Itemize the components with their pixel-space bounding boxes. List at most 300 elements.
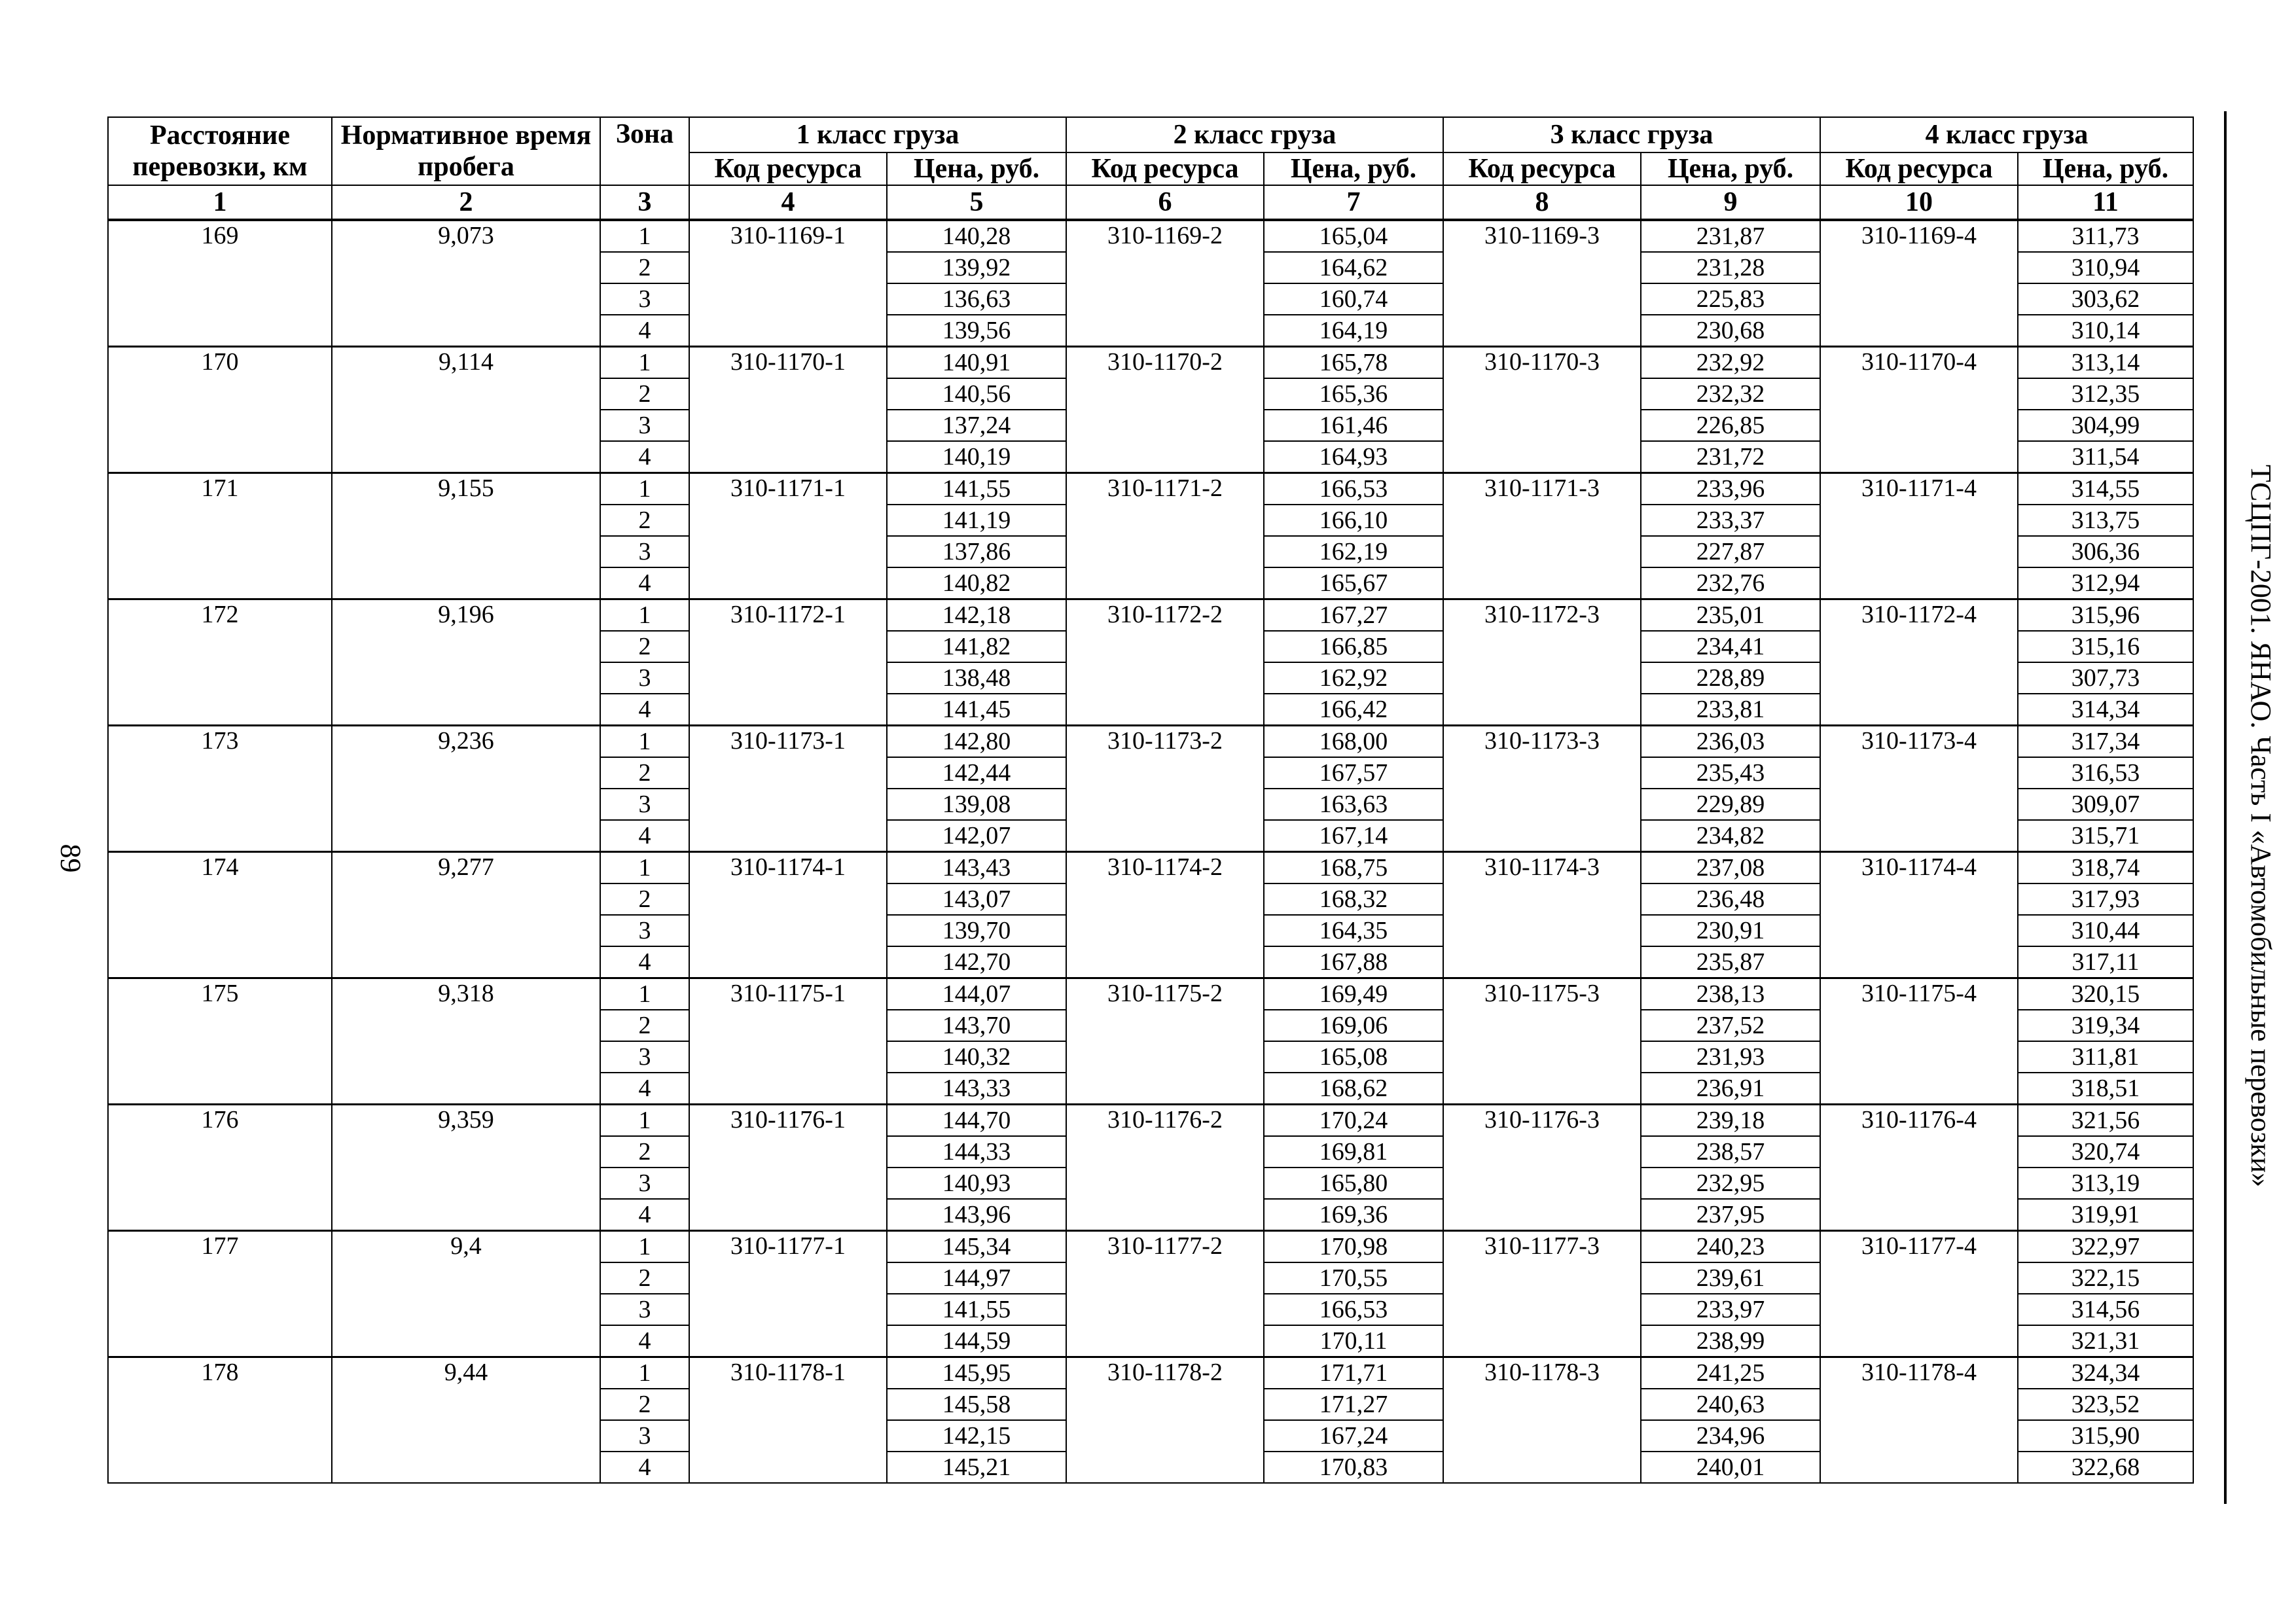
price-cell: 137,86 (887, 536, 1066, 567)
price-cell: 141,55 (887, 473, 1066, 505)
price-cell: 139,08 (887, 789, 1066, 820)
resource-code-cell: 310-1171-4 (1820, 473, 2018, 599)
price-cell: 140,82 (887, 567, 1066, 599)
zone-cell: 2 (600, 1389, 689, 1420)
price-cell: 169,36 (1264, 1199, 1443, 1231)
resource-code-cell: 310-1175-3 (1443, 978, 1641, 1105)
price-cell: 167,27 (1264, 599, 1443, 632)
price-cell: 168,62 (1264, 1073, 1443, 1105)
zone-cell: 2 (600, 631, 689, 662)
price-cell: 170,83 (1264, 1452, 1443, 1483)
price-cell: 142,18 (887, 599, 1066, 632)
table-row (108, 1357, 2193, 1389)
price-cell: 312,35 (2018, 378, 2193, 410)
price-cell: 171,71 (1264, 1357, 1443, 1389)
table-row (108, 599, 2193, 632)
distance-cell: 169 (108, 220, 332, 347)
resource-code-cell: 310-1170-1 (689, 347, 887, 473)
price-cell: 319,91 (2018, 1199, 2193, 1231)
norm-time-cell: 9,277 (332, 852, 600, 978)
price-cell: 143,43 (887, 852, 1066, 884)
price-cell: 315,16 (2018, 631, 2193, 662)
price-cell: 317,34 (2018, 726, 2193, 758)
resource-code-cell: 310-1171-3 (1443, 473, 1641, 599)
price-cell: 142,07 (887, 820, 1066, 852)
price-cell: 238,13 (1641, 978, 1820, 1010)
price-cell: 167,88 (1264, 946, 1443, 978)
resource-code-cell: 310-1175-1 (689, 978, 887, 1105)
price-cell: 141,82 (887, 631, 1066, 662)
table-row (108, 347, 2193, 379)
price-cell: 140,19 (887, 441, 1066, 473)
zone-cell: 2 (600, 883, 689, 915)
price-cell: 323,52 (2018, 1389, 2193, 1420)
norm-time-cell: 9,359 (332, 1105, 600, 1231)
price-cell: 166,10 (1264, 505, 1443, 536)
price-cell: 162,92 (1264, 662, 1443, 694)
price-cell: 240,23 (1641, 1231, 1820, 1263)
price-cell: 140,28 (887, 220, 1066, 252)
header-code-class-1: Код ресурса (689, 152, 887, 185)
column-number: 5 (887, 185, 1066, 220)
zone-cell: 1 (600, 220, 689, 252)
header-code-class-2: Код ресурса (1066, 152, 1264, 185)
zone-cell: 1 (600, 473, 689, 505)
price-cell: 234,41 (1641, 631, 1820, 662)
resource-code-cell: 310-1178-4 (1820, 1357, 2018, 1484)
resource-code-cell: 310-1171-2 (1066, 473, 1264, 599)
resource-code-cell: 310-1176-3 (1443, 1105, 1641, 1231)
column-number: 4 (689, 185, 887, 220)
header-price-class-1: Цена, руб. (887, 152, 1066, 185)
column-number: 8 (1443, 185, 1641, 220)
zone-cell: 3 (600, 1168, 689, 1199)
price-cell: 233,96 (1641, 473, 1820, 505)
price-cell: 304,99 (2018, 410, 2193, 441)
norm-time-cell: 9,4 (332, 1231, 600, 1357)
zone-cell: 1 (600, 852, 689, 884)
resource-code-cell: 310-1170-2 (1066, 347, 1264, 473)
resource-code-cell: 310-1175-4 (1820, 978, 2018, 1105)
price-cell: 233,37 (1641, 505, 1820, 536)
price-cell: 316,53 (2018, 757, 2193, 789)
price-cell: 317,93 (2018, 883, 2193, 915)
price-cell: 240,01 (1641, 1452, 1820, 1483)
resource-code-cell: 310-1178-3 (1443, 1357, 1641, 1484)
zone-cell: 2 (600, 1262, 689, 1294)
resource-code-cell: 310-1173-4 (1820, 726, 2018, 852)
distance-cell: 170 (108, 347, 332, 473)
price-cell: 232,95 (1641, 1168, 1820, 1199)
zone-cell: 4 (600, 1199, 689, 1231)
resource-code-cell: 310-1176-2 (1066, 1105, 1264, 1231)
price-cell: 142,80 (887, 726, 1066, 758)
price-cell: 311,81 (2018, 1041, 2193, 1073)
zone-cell: 4 (600, 1452, 689, 1483)
zone-cell: 2 (600, 1010, 689, 1041)
header-class-4: 4 класс груза (1820, 117, 2193, 152)
norm-time-cell: 9,155 (332, 473, 600, 599)
page-number: 89 (54, 844, 87, 873)
zone-cell: 2 (600, 1136, 689, 1168)
price-cell: 226,85 (1641, 410, 1820, 441)
price-cell: 139,70 (887, 915, 1066, 946)
zone-cell: 3 (600, 915, 689, 946)
price-cell: 140,32 (887, 1041, 1066, 1073)
resource-code-cell: 310-1175-2 (1066, 978, 1264, 1105)
price-cell: 144,97 (887, 1262, 1066, 1294)
header-price-class-4: Цена, руб. (2018, 152, 2193, 185)
price-cell: 231,72 (1641, 441, 1820, 473)
price-cell: 321,31 (2018, 1325, 2193, 1357)
price-cell: 238,99 (1641, 1325, 1820, 1357)
price-cell: 164,19 (1264, 315, 1443, 347)
header-zone: Зона (600, 117, 689, 185)
price-cell: 313,14 (2018, 347, 2193, 379)
price-cell: 234,96 (1641, 1420, 1820, 1452)
price-cell: 165,67 (1264, 567, 1443, 599)
price-cell: 237,52 (1641, 1010, 1820, 1041)
column-number: 2 (332, 185, 600, 220)
price-cell: 311,54 (2018, 441, 2193, 473)
norm-time-cell: 9,114 (332, 347, 600, 473)
price-cell: 310,14 (2018, 315, 2193, 347)
price-cell: 144,70 (887, 1105, 1066, 1137)
price-cell: 235,43 (1641, 757, 1820, 789)
table-row (108, 852, 2193, 884)
price-cell: 166,85 (1264, 631, 1443, 662)
resource-code-cell: 310-1169-2 (1066, 220, 1264, 347)
price-cell: 167,24 (1264, 1420, 1443, 1452)
resource-code-cell: 310-1172-1 (689, 599, 887, 726)
distance-cell: 176 (108, 1105, 332, 1231)
price-cell: 238,57 (1641, 1136, 1820, 1168)
price-cell: 233,97 (1641, 1294, 1820, 1325)
resource-code-cell: 310-1171-1 (689, 473, 887, 599)
price-cell: 141,55 (887, 1294, 1066, 1325)
price-cell: 144,59 (887, 1325, 1066, 1357)
price-cell: 324,34 (2018, 1357, 2193, 1389)
price-cell: 239,18 (1641, 1105, 1820, 1137)
price-cell: 306,36 (2018, 536, 2193, 567)
price-cell: 170,11 (1264, 1325, 1443, 1357)
price-cell: 167,57 (1264, 757, 1443, 789)
zone-cell: 1 (600, 599, 689, 632)
distance-cell: 174 (108, 852, 332, 978)
price-cell: 170,98 (1264, 1231, 1443, 1263)
table-row (108, 473, 2193, 505)
price-cell: 319,34 (2018, 1010, 2193, 1041)
price-cell: 235,01 (1641, 599, 1820, 632)
price-cell: 314,55 (2018, 473, 2193, 505)
resource-code-cell: 310-1172-3 (1443, 599, 1641, 726)
column-number: 7 (1264, 185, 1443, 220)
price-cell: 236,91 (1641, 1073, 1820, 1105)
price-cell: 314,56 (2018, 1294, 2193, 1325)
resource-code-cell: 310-1178-1 (689, 1357, 887, 1484)
price-cell: 307,73 (2018, 662, 2193, 694)
zone-cell: 3 (600, 536, 689, 567)
resource-code-cell: 310-1173-3 (1443, 726, 1641, 852)
price-cell: 164,35 (1264, 915, 1443, 946)
price-cell: 143,70 (887, 1010, 1066, 1041)
price-cell: 140,56 (887, 378, 1066, 410)
price-cell: 232,92 (1641, 347, 1820, 379)
zone-cell: 4 (600, 441, 689, 473)
price-cell: 322,68 (2018, 1452, 2193, 1483)
norm-time-cell: 9,073 (332, 220, 600, 347)
price-cell: 321,56 (2018, 1105, 2193, 1137)
price-cell: 165,08 (1264, 1041, 1443, 1073)
resource-code-cell: 310-1173-1 (689, 726, 887, 852)
price-cell: 163,63 (1264, 789, 1443, 820)
price-cell: 168,32 (1264, 883, 1443, 915)
price-cell: 145,58 (887, 1389, 1066, 1420)
price-cell: 164,93 (1264, 441, 1443, 473)
price-cell: 165,78 (1264, 347, 1443, 379)
price-cell: 313,19 (2018, 1168, 2193, 1199)
price-cell: 239,61 (1641, 1262, 1820, 1294)
price-cell: 170,55 (1264, 1262, 1443, 1294)
zone-cell: 3 (600, 283, 689, 315)
zone-cell: 1 (600, 726, 689, 758)
zone-cell: 1 (600, 1357, 689, 1389)
price-cell: 237,95 (1641, 1199, 1820, 1231)
header-class-1: 1 класс груза (689, 117, 1066, 152)
header-norm-time: Нормативное время пробега (332, 117, 600, 185)
zone-cell: 3 (600, 1041, 689, 1073)
price-cell: 320,15 (2018, 978, 2193, 1010)
price-cell: 139,92 (887, 252, 1066, 283)
zone-cell: 2 (600, 757, 689, 789)
resource-code-cell: 310-1174-4 (1820, 852, 2018, 978)
norm-time-cell: 9,236 (332, 726, 600, 852)
resource-code-cell: 310-1178-2 (1066, 1357, 1264, 1484)
price-cell: 231,87 (1641, 220, 1820, 252)
price-cell: 165,80 (1264, 1168, 1443, 1199)
price-cell: 234,82 (1641, 820, 1820, 852)
zone-cell: 3 (600, 789, 689, 820)
price-cell: 165,04 (1264, 220, 1443, 252)
price-table (107, 116, 2194, 1484)
price-cell: 322,97 (2018, 1231, 2193, 1263)
price-cell: 229,89 (1641, 789, 1820, 820)
price-cell: 169,49 (1264, 978, 1443, 1010)
zone-cell: 4 (600, 1073, 689, 1105)
zone-cell: 3 (600, 410, 689, 441)
price-cell: 312,94 (2018, 567, 2193, 599)
price-cell: 236,48 (1641, 883, 1820, 915)
price-cell: 227,87 (1641, 536, 1820, 567)
resource-code-cell: 310-1170-3 (1443, 347, 1641, 473)
price-cell: 165,36 (1264, 378, 1443, 410)
price-cell: 142,15 (887, 1420, 1066, 1452)
column-number: 3 (600, 185, 689, 220)
price-cell: 164,62 (1264, 252, 1443, 283)
price-cell: 141,19 (887, 505, 1066, 536)
distance-cell: 178 (108, 1357, 332, 1484)
price-cell: 318,51 (2018, 1073, 2193, 1105)
price-cell: 322,15 (2018, 1262, 2193, 1294)
zone-cell: 4 (600, 946, 689, 978)
resource-code-cell: 310-1176-1 (689, 1105, 887, 1231)
price-cell: 143,07 (887, 883, 1066, 915)
column-number: 9 (1641, 185, 1820, 220)
side-rule (2224, 111, 2227, 1504)
column-number: 11 (2018, 185, 2193, 220)
price-cell: 170,24 (1264, 1105, 1443, 1137)
zone-cell: 4 (600, 315, 689, 347)
price-cell: 236,03 (1641, 726, 1820, 758)
resource-code-cell: 310-1177-2 (1066, 1231, 1264, 1357)
price-cell: 144,33 (887, 1136, 1066, 1168)
price-cell: 161,46 (1264, 410, 1443, 441)
norm-time-cell: 9,44 (332, 1357, 600, 1484)
price-cell: 143,96 (887, 1199, 1066, 1231)
resource-code-cell: 310-1176-4 (1820, 1105, 2018, 1231)
price-cell: 160,74 (1264, 283, 1443, 315)
header-code-class-3: Код ресурса (1443, 152, 1641, 185)
column-number: 1 (108, 185, 332, 220)
resource-code-cell: 310-1174-3 (1443, 852, 1641, 978)
zone-cell: 4 (600, 820, 689, 852)
price-cell: 231,93 (1641, 1041, 1820, 1073)
zone-cell: 1 (600, 347, 689, 379)
resource-code-cell: 310-1177-3 (1443, 1231, 1641, 1357)
resource-code-cell: 310-1177-1 (689, 1231, 887, 1357)
price-cell: 310,94 (2018, 252, 2193, 283)
zone-cell: 1 (600, 978, 689, 1010)
price-cell: 241,25 (1641, 1357, 1820, 1389)
zone-cell: 4 (600, 1325, 689, 1357)
price-cell: 310,44 (2018, 915, 2193, 946)
resource-code-cell: 310-1170-4 (1820, 347, 2018, 473)
distance-cell: 175 (108, 978, 332, 1105)
norm-time-cell: 9,196 (332, 599, 600, 726)
table-row (108, 726, 2193, 758)
distance-cell: 171 (108, 473, 332, 599)
header-price-class-2: Цена, руб. (1264, 152, 1443, 185)
price-cell: 169,81 (1264, 1136, 1443, 1168)
table-row (108, 1231, 2193, 1263)
side-caption: ТСЦПГ-2001. ЯНАО. Часть I «Автомобильные перевозки» (2245, 465, 2277, 1188)
price-cell: 313,75 (2018, 505, 2193, 536)
zone-cell: 4 (600, 694, 689, 726)
resource-code-cell: 310-1174-2 (1066, 852, 1264, 978)
zone-cell: 1 (600, 1105, 689, 1137)
header-class-3: 3 класс груза (1443, 117, 1820, 152)
price-cell: 233,81 (1641, 694, 1820, 726)
price-cell: 230,91 (1641, 915, 1820, 946)
price-cell: 140,93 (887, 1168, 1066, 1199)
resource-code-cell: 310-1177-4 (1820, 1231, 2018, 1357)
table-row (108, 978, 2193, 1010)
table-row (108, 1105, 2193, 1137)
price-cell: 228,89 (1641, 662, 1820, 694)
price-cell: 317,11 (2018, 946, 2193, 978)
price-cell: 232,76 (1641, 567, 1820, 599)
price-cell: 320,74 (2018, 1136, 2193, 1168)
price-cell: 144,07 (887, 978, 1066, 1010)
price-cell: 318,74 (2018, 852, 2193, 884)
zone-cell: 2 (600, 505, 689, 536)
distance-cell: 172 (108, 599, 332, 726)
price-cell: 167,14 (1264, 820, 1443, 852)
price-cell: 139,56 (887, 315, 1066, 347)
price-cell: 237,08 (1641, 852, 1820, 884)
price-cell: 309,07 (2018, 789, 2193, 820)
column-number: 10 (1820, 185, 2018, 220)
price-cell: 303,62 (2018, 283, 2193, 315)
price-cell: 230,68 (1641, 315, 1820, 347)
price-cell: 143,33 (887, 1073, 1066, 1105)
price-cell: 315,96 (2018, 599, 2193, 632)
price-cell: 166,53 (1264, 1294, 1443, 1325)
zone-cell: 2 (600, 378, 689, 410)
price-cell: 314,34 (2018, 694, 2193, 726)
price-cell: 142,44 (887, 757, 1066, 789)
price-cell: 162,19 (1264, 536, 1443, 567)
table-row (108, 220, 2193, 252)
price-cell: 232,32 (1641, 378, 1820, 410)
price-cell: 168,00 (1264, 726, 1443, 758)
price-cell: 145,21 (887, 1452, 1066, 1483)
price-cell: 140,91 (887, 347, 1066, 379)
resource-code-cell: 310-1172-4 (1820, 599, 2018, 726)
price-cell: 136,63 (887, 283, 1066, 315)
resource-code-cell: 310-1172-2 (1066, 599, 1264, 726)
price-cell: 137,24 (887, 410, 1066, 441)
resource-code-cell: 310-1169-4 (1820, 220, 2018, 347)
header-class-2: 2 класс груза (1066, 117, 1443, 152)
price-cell: 315,90 (2018, 1420, 2193, 1452)
price-cell: 171,27 (1264, 1389, 1443, 1420)
price-cell: 138,48 (887, 662, 1066, 694)
table-body (108, 220, 2193, 1483)
price-cell: 141,45 (887, 694, 1066, 726)
resource-code-cell: 310-1174-1 (689, 852, 887, 978)
price-cell: 240,63 (1641, 1389, 1820, 1420)
price-cell: 142,70 (887, 946, 1066, 978)
zone-cell: 1 (600, 1231, 689, 1263)
price-cell: 311,73 (2018, 220, 2193, 252)
price-cell: 231,28 (1641, 252, 1820, 283)
resource-code-cell: 310-1173-2 (1066, 726, 1264, 852)
zone-cell: 3 (600, 1294, 689, 1325)
price-cell: 166,42 (1264, 694, 1443, 726)
header-price-class-3: Цена, руб. (1641, 152, 1820, 185)
price-cell: 145,95 (887, 1357, 1066, 1389)
zone-cell: 3 (600, 1420, 689, 1452)
zone-cell: 4 (600, 567, 689, 599)
norm-time-cell: 9,318 (332, 978, 600, 1105)
price-cell: 225,83 (1641, 283, 1820, 315)
zone-cell: 3 (600, 662, 689, 694)
price-cell: 166,53 (1264, 473, 1443, 505)
price-cell: 235,87 (1641, 946, 1820, 978)
header-code-class-4: Код ресурса (1820, 152, 2018, 185)
distance-cell: 173 (108, 726, 332, 852)
resource-code-cell: 310-1169-3 (1443, 220, 1641, 347)
price-cell: 168,75 (1264, 852, 1443, 884)
resource-code-cell: 310-1169-1 (689, 220, 887, 347)
price-cell: 169,06 (1264, 1010, 1443, 1041)
price-cell: 145,34 (887, 1231, 1066, 1263)
header-distance: Расстояние перевозки, км (108, 117, 332, 185)
distance-cell: 177 (108, 1231, 332, 1357)
zone-cell: 2 (600, 252, 689, 283)
price-table-sheet (107, 116, 2193, 1484)
